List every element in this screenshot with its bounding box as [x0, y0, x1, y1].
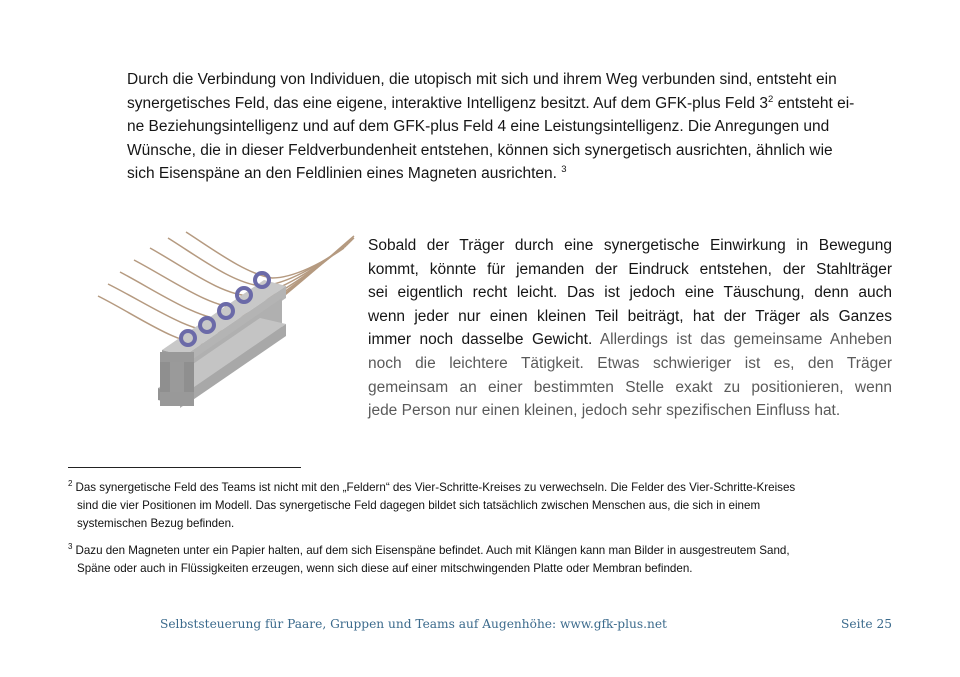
side-line-text: immer noch dasselbe Gewicht. — [368, 331, 593, 349]
side-paragraph — [368, 234, 892, 423]
intro-line: Durch die Verbindung von Individuen, die utopisch mit sich und ihrem Weg verbunden sind, entsteht ein — [127, 71, 837, 88]
footnote-line: Späne oder auch in Flüssigkeiten erzeugen, wenn sich diese auf einer mitschwingenden Platte oder Membran befinden. — [77, 562, 693, 575]
footnote-text: Das synergetische Feld des Teams ist nicht mit den „Feldern“ des Vier-Schritte-Kreises zu verwechseln. Die Felder des Vier-Schritte-Kreises — [75, 481, 796, 494]
page-number: Seite 25 — [841, 617, 892, 631]
beam-end-top — [160, 352, 194, 362]
side-line: noch die leichtere Tätigkeit. Etwas schwieriger ist es, den Träger — [368, 354, 892, 372]
footer-title[interactable]: Selbststeuerung für Paare, Gruppen und Teams auf Augenhöhe: www.gfk-plus.net — [160, 617, 667, 631]
side-line: Sobald der Träger durch eine synergetische Einwirkung in Bewegung — [368, 237, 892, 254]
footnote-line: sind die vier Positionen im Modell. Das synergetische Feld dagegen bildet sich tatsächlich zwischen Menschen aus, die sich in einem — [77, 499, 761, 512]
footnote-2 — [68, 479, 898, 533]
side-line: kommt, könnte für jemanden der Eindruck entstehen, der Stahlträger — [368, 260, 892, 278]
steel-beam — [158, 280, 286, 408]
beam-end-bottom — [160, 392, 194, 406]
footnote-line — [68, 542, 898, 560]
side-line: wenn jeder nur einen kleinen Teil beiträgt, hat der Träger als Ganzes — [368, 307, 892, 325]
side-line: jede Person nur einen kleinen, jedoch sehr spezifischen Einfluss hat. — [368, 402, 841, 420]
side-line-text-grey: Allerdings ist das gemeinsame Anheben — [592, 331, 892, 349]
side-line: sei eigentlich recht leicht. Das ist jedoch eine Täuschung, denn auch — [368, 284, 892, 302]
field-line — [186, 232, 344, 278]
intro-line: ne Beziehungsintelligenz und auf dem GFK-plus Feld 4 eine Leistungsintelligenz. Die Anregungen und — [127, 118, 830, 136]
beam-end-web — [170, 362, 184, 392]
intro-paragraph — [127, 68, 887, 186]
intro-line — [127, 92, 887, 116]
footnote-text: Dazu den Magneten unter ein Papier halten, auf dem sich Eisenspäne befindet. Auch mit Klängen kann man Bilder in ausgestreutem Sand, — [75, 544, 790, 557]
footnote-separator — [68, 467, 301, 468]
footnote-line — [68, 479, 898, 497]
steel-beam-illustration — [96, 228, 358, 414]
footnote-number: 3 — [68, 542, 73, 552]
intro-line-text: sich Eisenspäne an den Feldlinien eines Magneten ausrichten. — [127, 165, 562, 183]
side-line — [368, 328, 892, 352]
footnote-3 — [68, 542, 898, 578]
intro-line: Wünsche, die in dieser Feldverbundenheit entstehen, können sich synergetisch ausrichten, ähnlich wie — [127, 141, 833, 159]
footnote-number: 2 — [68, 479, 73, 489]
footnote-reference[interactable]: 3 — [561, 164, 567, 176]
side-line: gemeinsam an einer bestimmten Stelle exakt zu positionieren, wenn — [368, 378, 892, 396]
intro-line-text: synergetisches Feld, das eine eigene, interaktive Intelligenz besitzt. Auf dem GFK-plus Feld 3 — [127, 94, 769, 112]
intro-line-text: entsteht ei- — [773, 94, 855, 112]
intro-line — [127, 162, 887, 186]
footnote-reference[interactable]: 2 — [768, 93, 774, 105]
footnote-line: systemischen Bezug befinden. — [77, 517, 235, 530]
